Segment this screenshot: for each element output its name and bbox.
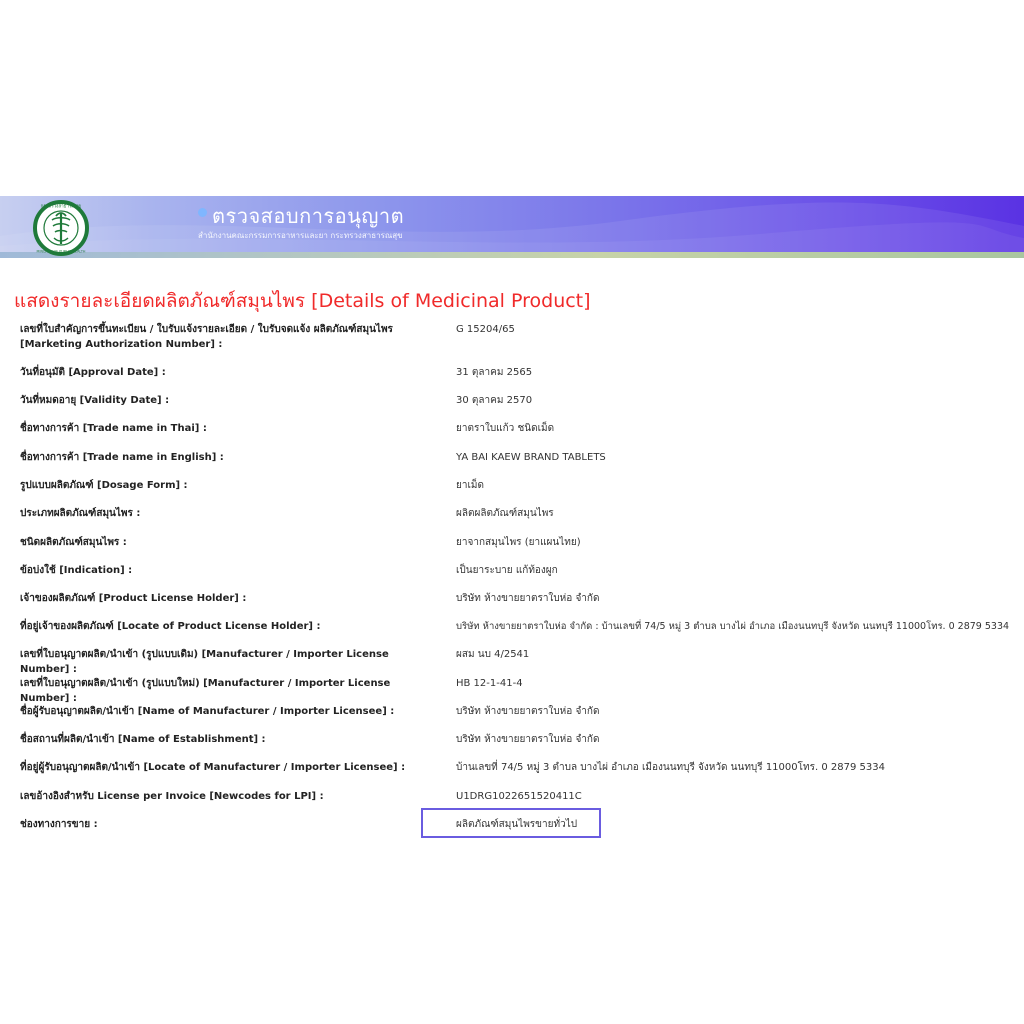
field-label: ประเภทผลิตภัณฑ์สมุนไพร : [20, 508, 141, 519]
field-value: ยาจากสมุนไพร (ยาแผนไทย) [456, 537, 581, 548]
field-label: ช่องทางการขาย : [20, 819, 98, 830]
field-value: G 15204/65 [456, 324, 515, 335]
field-value: บริษัท ห้างขายยาตราใบห่อ จำกัด [456, 706, 600, 717]
header-banner [0, 196, 1024, 258]
site-title: ตรวจสอบการอนุญาต [212, 204, 405, 228]
field-value: YA BAI KAEW BRAND TABLETS [456, 452, 606, 463]
field-value: 30 ตุลาคม 2570 [456, 395, 533, 406]
field-value: ผลิตผลิตภัณฑ์สมุนไพร [456, 508, 554, 519]
field-label: เจ้าของผลิตภัณฑ์ [Product License Holder] : [20, 593, 247, 604]
field-value: 31 ตุลาคม 2565 [456, 367, 533, 378]
field-label: เลขที่ใบสำคัญการขึ้นทะเบียน / ใบรับแจ้งรายละเอียด / ใบรับจดแจ้ง ผลิตภัณฑ์สมุนไพร [Marketing Authorization Number] : [20, 324, 393, 350]
field-value: บริษัท ห้างขายยาตราใบห่อ จำกัด [456, 734, 600, 745]
site-subtitle: สำนักงานคณะกรรมการอาหารและยา กระทรวงสาธารณสุข [198, 231, 403, 240]
logo-text-top: กระทรวงสาธารณสุข [40, 204, 82, 210]
field-value: บริษัท ห้างขายยาตราใบห่อ จำกัด : บ้านเลขที่ 74/5 หมู่ 3 ตำบล บางไผ่ อำเภอ เมืองนนทบุรี จังหวัด นนทบุรี 11000โทร. 0 2879 5334 [456, 621, 1010, 632]
field-value: บ้านเลขที่ 74/5 หมู่ 3 ตำบล บางไผ่ อำเภอ เมืองนนทบุรี จังหวัด นนทบุรี 11000โทร. 0 2879 5334 [456, 762, 885, 773]
field-label: ข้อบ่งใช้ [Indication] : [20, 565, 133, 576]
field-label: ชนิดผลิตภัณฑ์สมุนไพร : [20, 537, 127, 548]
field-label: วันที่อนุมัติ [Approval Date] : [20, 367, 166, 378]
ministry-logo-icon[interactable] [26, 200, 96, 256]
field-label: ชื่อทางการค้า [Trade name in English] : [20, 452, 224, 463]
field-label: เลขที่ใบอนุญาตผลิต/นำเข้า (รูปแบบใหม่) [Manufacturer / Importer License Number] : [20, 678, 391, 704]
field-label: รูปแบบผลิตภัณฑ์ [Dosage Form] : [20, 480, 188, 491]
field-label: เลขอ้างอิงสำหรับ License per Invoice [Newcodes for LPI] : [20, 791, 324, 802]
field-label: วันที่หมดอายุ [Validity Date] : [20, 395, 170, 406]
banner-wave-decoration [0, 196, 1024, 258]
field-label: ที่อยู่เจ้าของผลิตภัณฑ์ [Locate of Product License Holder] : [20, 621, 321, 632]
field-value: เป็นยาระบาย แก้ท้องผูก [456, 565, 558, 576]
logo-text-bottom: MINISTRY OF PUBLIC HEALTH [36, 249, 86, 254]
field-value: U1DRG1022651520411C [456, 791, 582, 802]
field-label: เลขที่ใบอนุญาตผลิต/นำเข้า (รูปแบบเดิม) [Manufacturer / Importer License Number] : [20, 649, 389, 675]
field-value: ผสม นบ 4/2541 [456, 649, 530, 660]
field-label: ที่อยู่ผู้รับอนุญาตผลิต/นำเข้า [Locate of Manufacturer / Importer Licensee] : [20, 762, 406, 773]
field-label: ชื่อสถานที่ผลิต/นำเข้า [Name of Establishment] : [20, 734, 266, 745]
page-title: แสดงรายละเอียดผลิตภัณฑ์สมุนไพร [Details of Medicinal Product] [14, 290, 591, 312]
field-value: ยาตราใบแก้ว ชนิดเม็ด [456, 423, 555, 434]
field-value: HB 12-1-41-4 [456, 678, 523, 689]
bullet-dot-icon [198, 208, 207, 217]
sales-channel-highlight-box [421, 808, 601, 838]
field-label: ชื่อทางการค้า [Trade name in Thai] : [20, 423, 207, 434]
field-value: ยาเม็ด [456, 480, 484, 491]
field-value: บริษัท ห้างขายยาตราใบห่อ จำกัด [456, 593, 600, 604]
field-value[interactable]: ผลิตภัณฑ์สมุนไพรขายทั่วไป [456, 819, 578, 830]
field-label: ชื่อผู้รับอนุญาตผลิต/นำเข้า [Name of Manufacturer / Importer Licensee] : [20, 706, 395, 717]
